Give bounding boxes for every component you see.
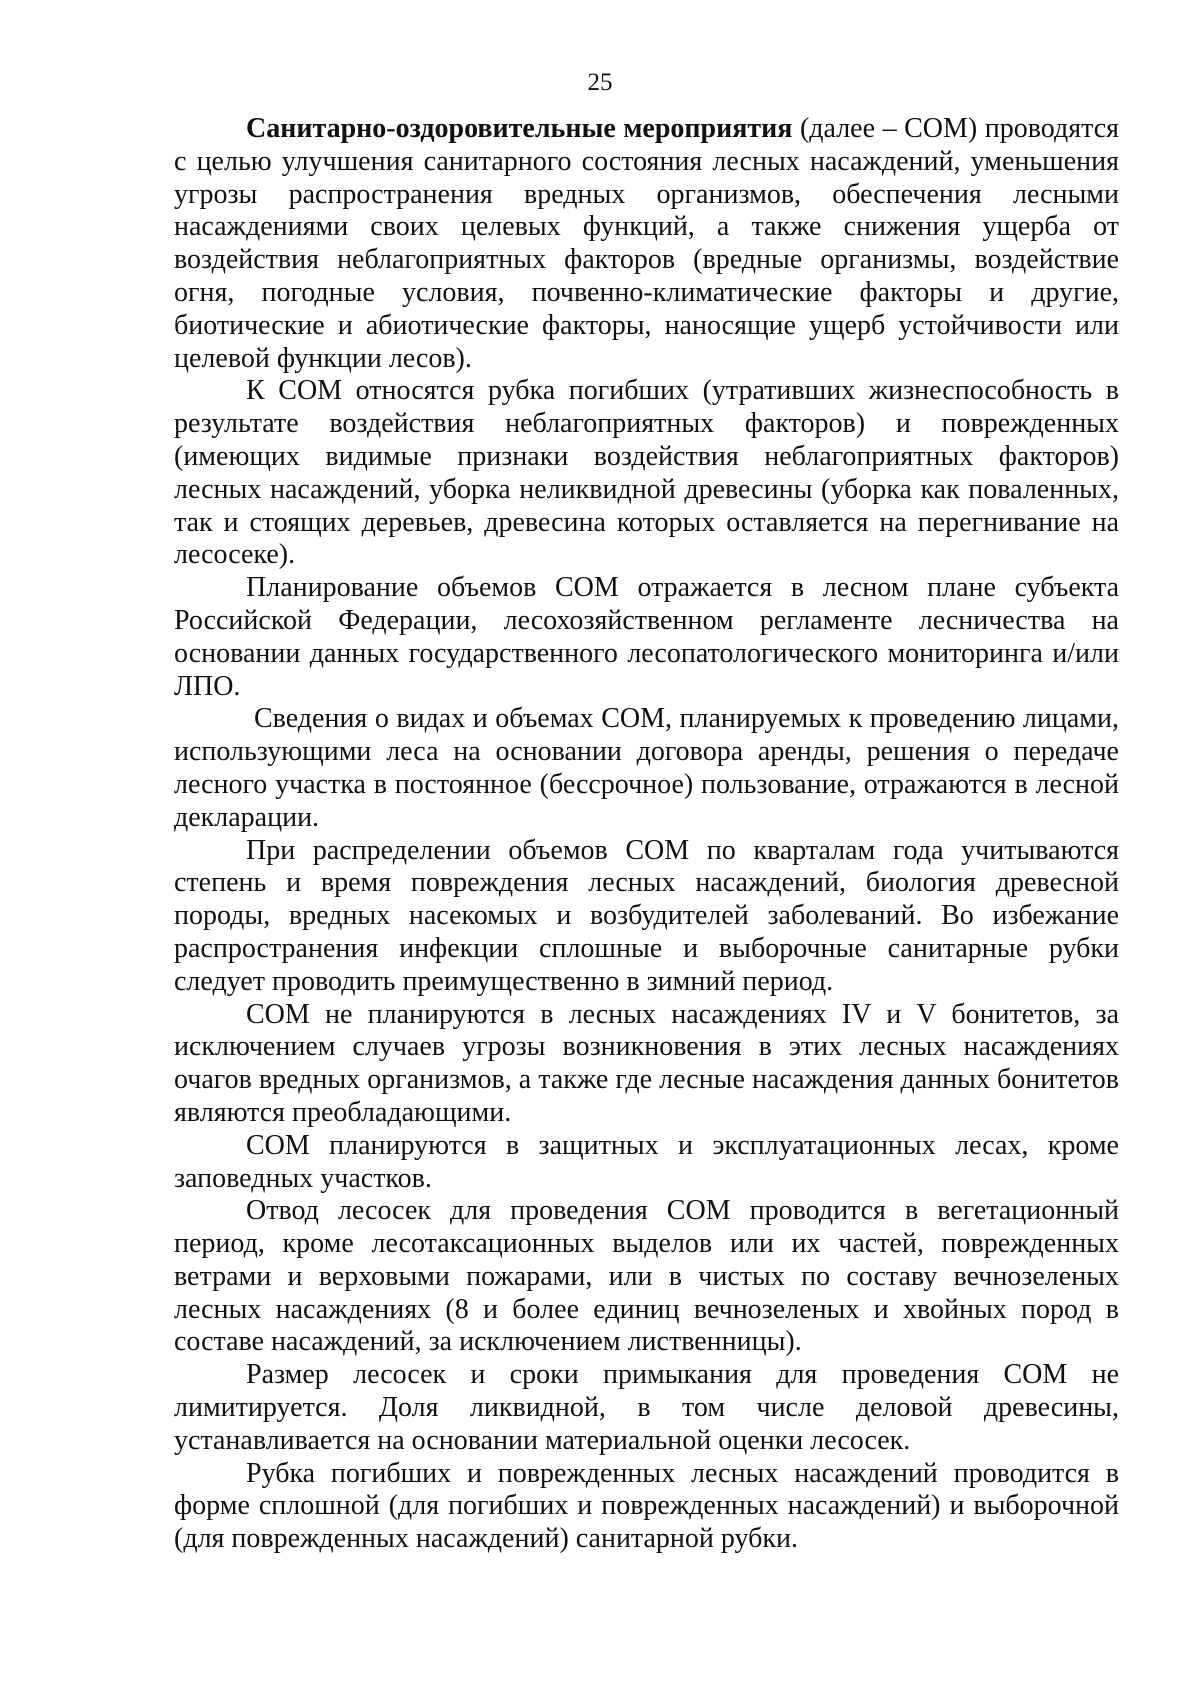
paragraph-planning: Планирование объемов СОМ отражается в лесном плане субъекта Российской Федерации, лесохозяйственном регламенте лесничества на основании данных государственного лесопатологического мониторинга и/или ЛПО. bbox=[174, 572, 1119, 702]
document-body bbox=[174, 113, 1119, 1556]
paragraph-forest-types: СОМ планируются в защитных и эксплуатационных лесах, кроме заповедных участков. bbox=[174, 1129, 1119, 1194]
paragraph-cutting-size: Размер лесосек и сроки примыкания для проведения СОМ не лимитируется. Доля ликвидной, в том числе деловой древесины, устанавливается на основании материальной оценки лесосек. bbox=[174, 1359, 1119, 1456]
paragraph-allocation: Отвод лесосек для проведения СОМ проводится в вегетационный период, кроме лесотаксационных выделов или их частей, поврежденных ветрами и верховыми пожарами, или в чистых по составу вечнозеленых лесных насаждениях (8 и более единиц вечнозеленых и хвойных пород в составе насаждений, за исключением лиственницы). bbox=[174, 1195, 1119, 1358]
paragraph-lead-term: Санитарно-оздоровительные мероприятия bbox=[246, 113, 793, 144]
paragraph-text: (далее – СОМ) проводятся с целью улучшения санитарного состояния лесных насаждений, уменьшения угрозы распространения вредных организмов, обеспечения лесными насаждениями своих целевых функций, а также снижения ущерба от воздействия неблагоприятных факторов (вредные организмы, воздействие огня, погодные условия, почвенно-климатические факторы и другие, биотические и абиотические факторы, наносящие ущерб устойчивости или целевой функции лесов). bbox=[174, 113, 1120, 374]
paragraph-bonitet: СОМ не планируются в лесных насаждениях IV и V бонитетов, за исключением случаев угрозы возникновения в этих лесных насаждениях очагов вредных организмов, а также где лесные насаждения данных бонитетов являются преобладающими. bbox=[174, 998, 1119, 1128]
paragraph-declaration: Сведения о видах и объемах СОМ, планируемых к проведению лицами, использующими леса на основании договора аренды, решения о передаче лесного участка в постоянное (бессрочное) пользование, отражаются в лесной декларации. bbox=[174, 703, 1119, 833]
paragraph-distribution: При распределении объемов СОМ по кварталам года учитываются степень и время повреждения лесных насаждений, биология древесной породы, вредных насекомых и возбудителей заболеваний. Во избежание распространения инфекции сплошные и выборочные санитарные рубки следует проводить преимущественно в зимний период. bbox=[174, 834, 1119, 997]
page-number: 25 bbox=[587, 69, 613, 96]
paragraph-cutting-form: Рубка погибших и поврежденных лесных насаждений проводится в форме сплошной (для погибших и поврежденных насаждений) и выборочной (для поврежденных насаждений) санитарной рубки. bbox=[174, 1457, 1119, 1555]
paragraph-som-definition bbox=[174, 113, 1119, 375]
paragraph-som-includes: К СОМ относятся рубка погибших (утративших жизнеспособность в результате воздействия неблагоприятных факторов) и поврежденных (имеющих видимые признаки воздействия неблагоприятных факторов) лесных насаждений, уборка неликвидной древесины (уборка как поваленных, так и стоящих деревьев, древесина которых оставляется на перегнивание на лесосеке). bbox=[174, 375, 1119, 571]
